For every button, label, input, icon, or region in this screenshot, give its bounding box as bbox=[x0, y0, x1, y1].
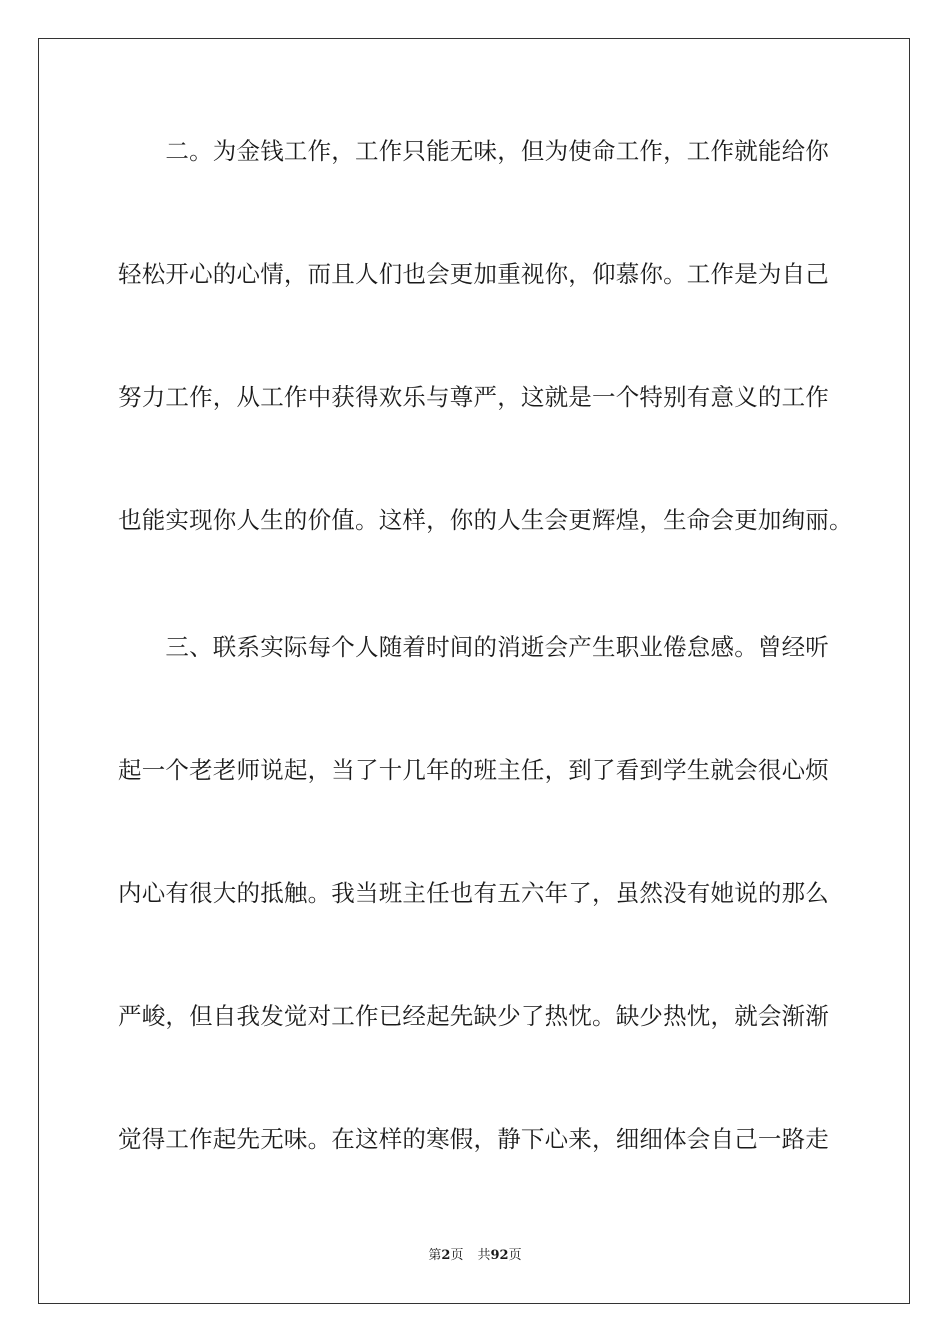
page-border bbox=[38, 38, 910, 1304]
page-suffix: 页 bbox=[450, 1248, 464, 1263]
paragraph-line-4: 也能实现你人生的价值。这样，你的人生会更辉煌，生命会更加绚丽。 bbox=[118, 506, 853, 534]
current-page-number: 2 bbox=[441, 1248, 451, 1263]
paragraph-line-8: 严峻，但自我发觉对工作已经起先缺少了热忱。缺少热忱，就会渐渐 bbox=[118, 1002, 829, 1030]
total-pages-number: 92 bbox=[490, 1248, 509, 1263]
paragraph-line-7: 内心有很大的抵触。我当班主任也有五六年了，虽然没有她说的那么 bbox=[118, 879, 829, 907]
total-suffix: 页 bbox=[508, 1248, 522, 1263]
page-footer bbox=[0, 1247, 950, 1265]
paragraph-line-3: 努力工作，从工作中获得欢乐与尊严，这就是一个特别有意义的工作 bbox=[118, 383, 829, 411]
paragraph-line-1: 二。为金钱工作，工作只能无味，但为使命工作，工作就能给你 bbox=[118, 137, 829, 165]
paragraph-line-6: 起一个老老师说起，当了十几年的班主任，到了看到学生就会很心烦 bbox=[118, 756, 829, 784]
paragraph-line-9: 觉得工作起先无味。在这样的寒假，静下心来，细细体会自己一路走 bbox=[118, 1125, 829, 1153]
total-prefix: 共 bbox=[477, 1248, 491, 1263]
paragraph-line-2: 轻松开心的心情，而且人们也会更加重视你，仰慕你。工作是为自己 bbox=[118, 260, 829, 288]
paragraph-line-5: 三、联系实际每个人随着时间的消逝会产生职业倦怠感。曾经听 bbox=[118, 633, 829, 661]
page-prefix: 第 bbox=[428, 1248, 442, 1263]
